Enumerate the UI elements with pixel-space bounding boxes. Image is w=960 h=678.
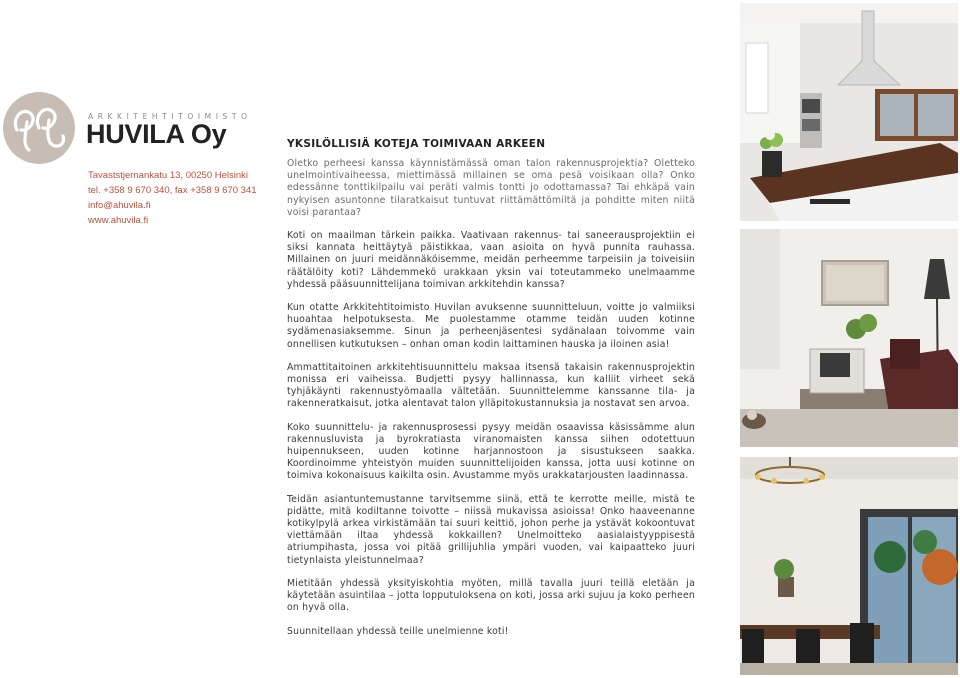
article-paragraph: Oletko perheesi kanssa käynnistämässä oman talon rakennusprojektia? Oletteko unelmointivaiheessa, miettimässä millainen se oma pesä voisikaan olla? Onko edessänne tonttikilpailu vai peräti valmis tontti jo odottamassa? Tai ehkäpä vain nykyisen asuntonne tilaratkaisut tuntuvat riittämättömiltä ja pohditte miten niitä voisi parantaa? bbox=[287, 158, 695, 218]
article-paragraph: Teidän asiantuntemustanne tarvitsemme siinä, että te kerrotte meille, mistä te pidätte, mitä kodiltanne toivotte – niissä mukavissa asioissa! Onko haaveenanne kotikylpylä arkea virkistämään tai suuri keittiö, johon perhe ja ystävät kokoontuvat viettämään iltaa yhdessä kokkaillen? Unelmoitteko aasialaistyyppisestä atriumpihasta, jossa voi pitää grillijuhlia ympäri vuoden, vai kaipaatteko juuri tietynlaista yleistunnelmaa? bbox=[287, 493, 695, 566]
article-headline: YKSILÖLLISIÄ KOTEJA TOIMIVAAN ARKEEN bbox=[287, 138, 546, 150]
contact-email[interactable]: info@ahuvila.fi bbox=[88, 200, 151, 211]
article-paragraph: Ammattitaitoinen arkkitehtisuunnittelu maksaa itsensä takaisin rakennusprojektin monissa eri vaiheissa. Budjetti pysyy hallinnassa, kun kalliit virheet sekä tyhjäkäynti rakennustyömaalla vältetään. Suunnittelemme kanssanne tila- ja rakenneratkaisut, jotka alentavat talon ylläpitokustannuksia ja nostavat sen arvoa. bbox=[287, 361, 695, 410]
contact-web[interactable]: www.ahuvila.fi bbox=[88, 215, 149, 226]
kitchen-photo-icon bbox=[740, 3, 958, 221]
article-paragraph: Kun otatte Arkkitehtitoimisto Huvilan avuksenne suunnitteluun, voitte jo valmiiksi huoahtaa helpotuksesta. Me puolestamme otamme teidän uuden kotinne sydämenasiaksemme. Sinun ja perheenjäsentesi sydänalaan toivomme vain onnellisen kutkutuksen – onhan oman kodin laittaminen hauska ja iloinen asia! bbox=[287, 302, 695, 350]
brand-logo bbox=[3, 92, 75, 164]
article-paragraph: Koko suunnittelu- ja rakennusprosessi pysyy meidän osaavissa käsissämme alun rakennusluvista ja byrokratiasta viranomaisten kanssa siihen odotettuun huipennukseen, uuden kotinne harjannostoon ja sisustukseen saakka. Koordinoimme yhteistyön muiden suunnittelijoiden kanssa, jotta uusi kotinne on toimiva kokonaisuus kaikilta osin. Avustamme myös urakkatarjousten laadinnassa. bbox=[287, 421, 695, 482]
article-paragraph: Koti on maailman tärkein paikka. Vaativaan rakennus- tai saneerausprojektiin ei siksi kannata heittäytyä päistikkaa, vaan asioita on hyvä punnita rauhassa. Millainen on juuri meidännäköisemme, meidän perheemme tarpeisiin ja toiveisiin räätälöity koti? Lähdemmekö urakkaan yksin vai toteutammeko unelmaamme yhdessä pääsuunnittelijana toimivan arkkitehdin kanssa? bbox=[287, 230, 695, 290]
article bbox=[287, 138, 695, 649]
dining-room-photo bbox=[740, 457, 958, 675]
firm-name: HUVILA Oy bbox=[86, 119, 227, 149]
living-room-photo bbox=[740, 229, 958, 447]
contact-block bbox=[88, 168, 257, 228]
dining-room-photo-icon bbox=[740, 457, 958, 675]
contact-phone: tel. +358 9 670 340, fax +358 9 670 341 bbox=[88, 185, 257, 196]
firm-tagline: ARKKITEHTITOIMISTO bbox=[88, 112, 252, 121]
huvila-monogram-icon bbox=[3, 92, 75, 164]
living-room-photo-icon bbox=[740, 229, 958, 447]
contact-address: Tavaststjernankatu 13, 00250 Helsinki bbox=[88, 170, 249, 181]
kitchen-photo bbox=[740, 3, 958, 221]
article-paragraph: Suunnitellaan yhdessä teille unelmienne koti! bbox=[287, 625, 509, 637]
article-paragraph: Mietitään yhdessä yksityiskohtia myöten, millä tavalla juuri teillä eletään ja käytetään asuintilaa – jotta lopputuloksena on koti, jossa arki sujuu ja koko perheen on hyvä olla. bbox=[287, 577, 695, 614]
